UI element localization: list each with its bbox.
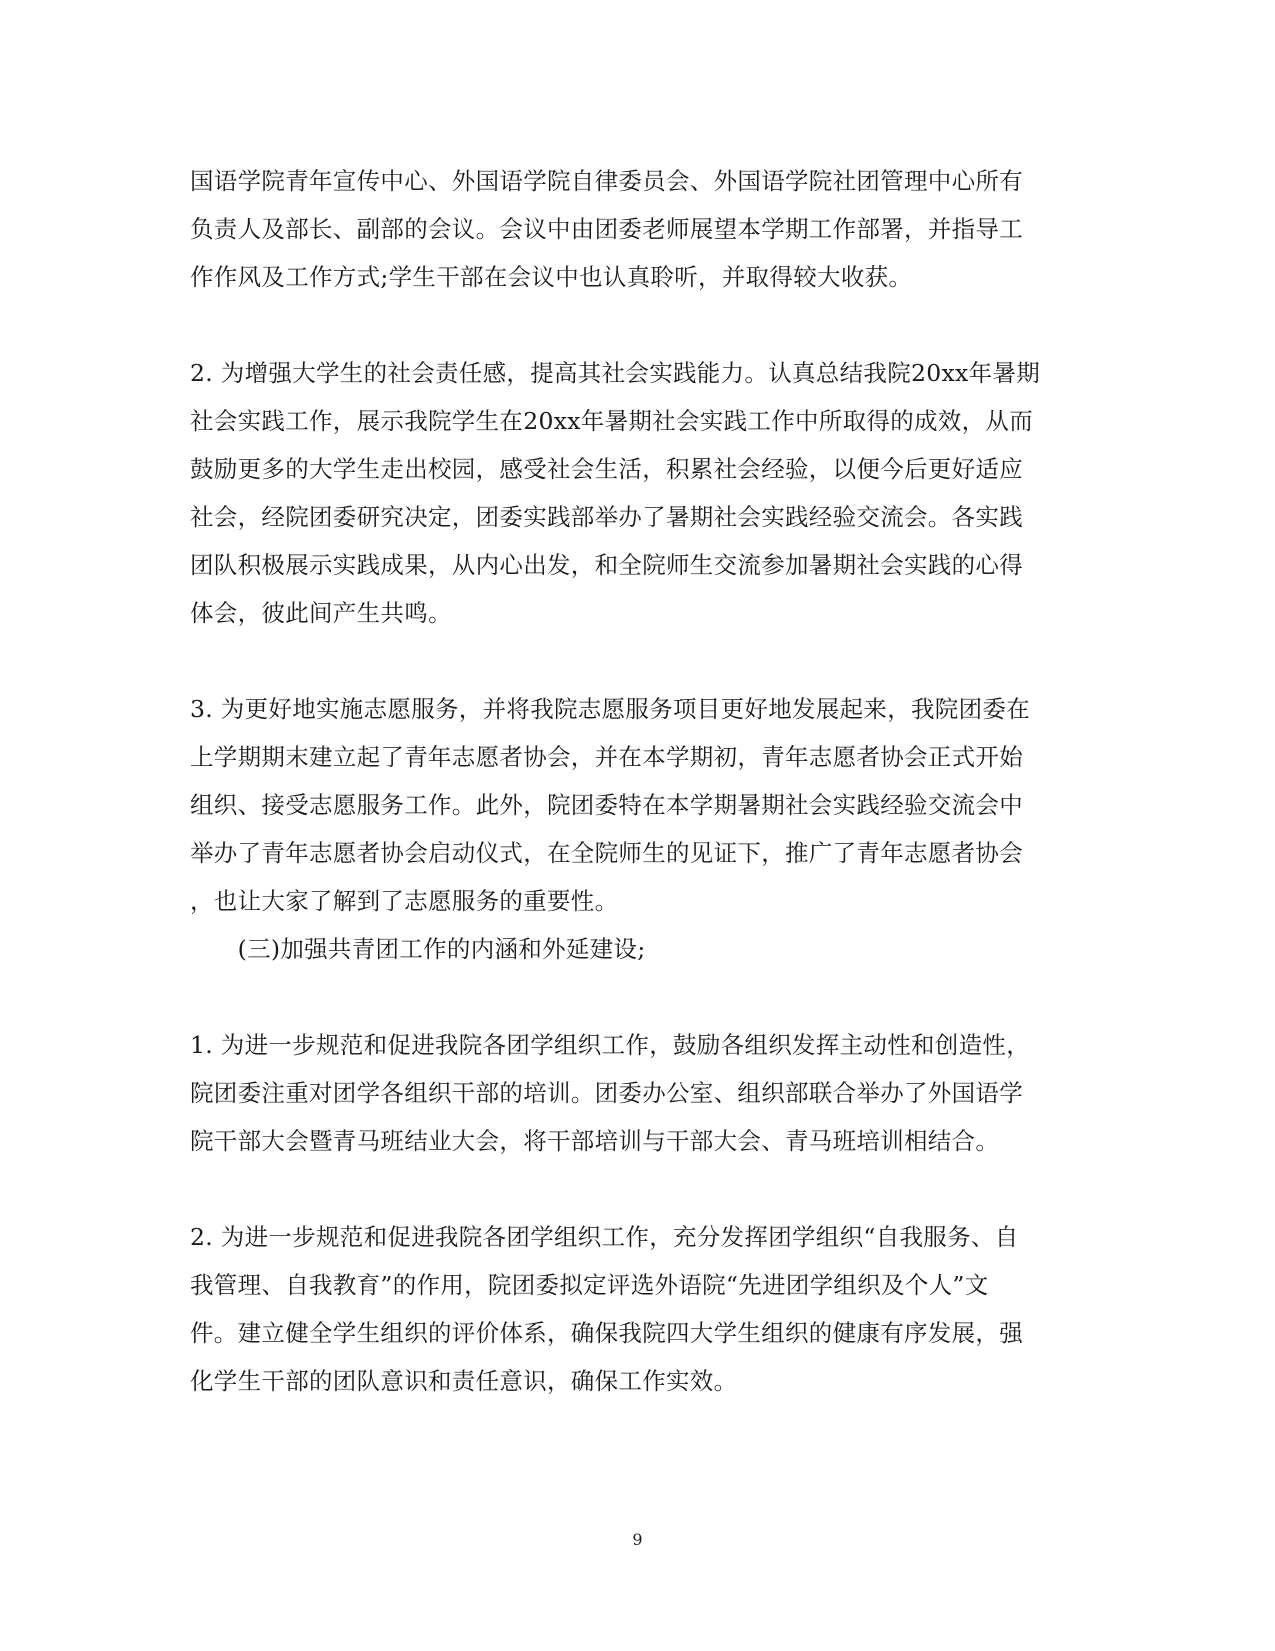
- text-line: 国语学院青年宣传中心、外国语学院自律委员会、外国语学院社团管理中心所有: [190, 167, 1023, 195]
- text-line: 1. 为进一步规范和促进我院各团学组织工作，鼓励各组织发挥主动性和创造性，: [190, 1031, 1030, 1059]
- text-line: 社会，经院团委研究决定，团委实践部举办了暑期社会实践经验交流会。各实践: [190, 503, 1023, 531]
- text-line: 院团委注重对团学各组织干部的培训。团委办公室、组织部联合举办了外国语学: [190, 1079, 1023, 1107]
- text-line: ，也让大家了解到了志愿服务的重要性。: [190, 887, 619, 915]
- text-line: 鼓励更多的大学生走出校园，感受社会生活，积累社会经验，以便今后更好适应: [190, 455, 1023, 483]
- page-number: 9: [632, 1530, 643, 1549]
- text-line: 2. 为进一步规范和促进我院各团学组织工作，充分发挥团学组织“自我服务、自: [190, 1223, 1019, 1251]
- text-line: 院干部大会暨青马班结业大会，将干部培训与干部大会、青马班培训相结合。: [190, 1127, 1000, 1155]
- text-line: 体会，彼此间产生共鸣。: [190, 599, 452, 627]
- text-line: 团队积极展示实践成果，从内心出发，和全院师生交流参加暑期社会实践的心得: [190, 551, 1023, 579]
- text-line: 上学期期末建立起了青年志愿者协会，并在本学期初，青年志愿者协会正式开始: [190, 743, 1023, 771]
- text-line: 3. 为更好地实施志愿服务，并将我院志愿服务项目更好地发展起来，我院团委在: [190, 695, 1030, 723]
- text-line: 组织、接受志愿服务工作。此外，院团委特在本学期暑期社会实践经验交流会中: [190, 791, 1023, 819]
- text-line: 负责人及部长、副部的会议。会议中由团委老师展望本学期工作部署，并指导工: [190, 215, 1023, 243]
- text-line: 作作风及工作方式;学生干部在会议中也认真聆听，并取得较大收获。: [190, 263, 913, 291]
- text-line: 我管理、自我教育”的作用，院团委拟定评选外语院“先进团学组织及个人”文: [190, 1271, 989, 1299]
- text-line: 件。建立健全学生组织的评价体系，确保我院四大学生组织的健康有序发展，强: [190, 1319, 1023, 1347]
- text-line: 2. 为增强大学生的社会责任感，提高其社会实践能力。认真总结我院20xx年暑期: [190, 359, 1040, 387]
- text-line: 社会实践工作，展示我院学生在20xx年暑期社会实践工作中所取得的成效，从而: [190, 407, 1034, 435]
- text-line: 化学生干部的团队意识和责任意识，确保工作实效。: [190, 1367, 738, 1395]
- section-heading: (三)加强共青团工作的内涵和外延建设;: [190, 935, 646, 963]
- text-line: 举办了青年志愿者协会启动仪式，在全院师生的见证下，推广了青年志愿者协会: [190, 839, 1023, 867]
